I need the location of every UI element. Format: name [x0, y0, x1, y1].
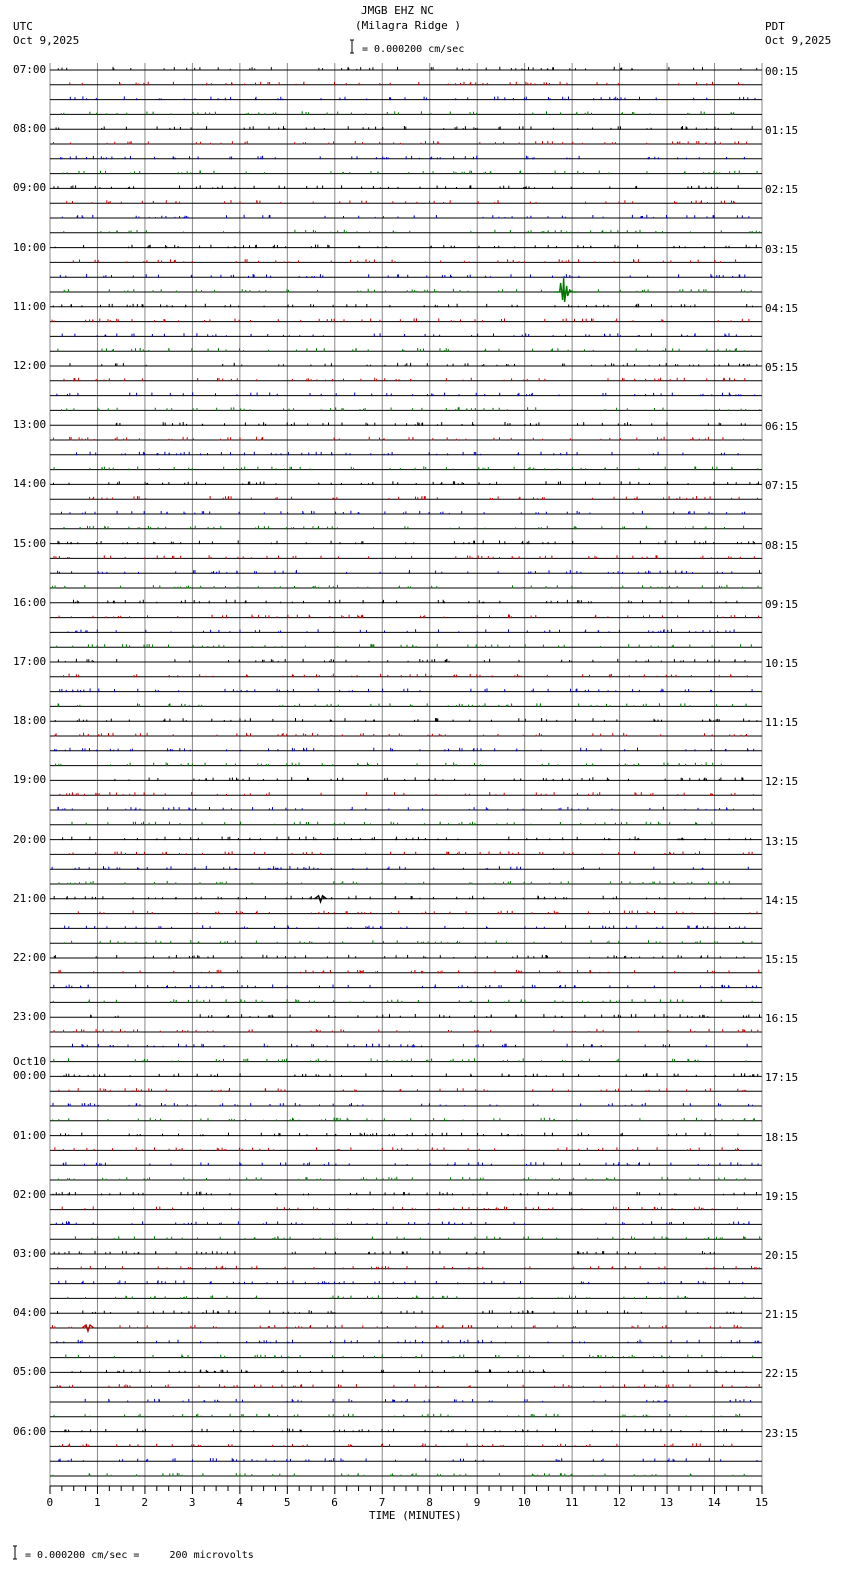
pdt-hour-label: 07:15 — [765, 479, 799, 493]
scale-label: = 0.000200 cm/sec — [362, 44, 465, 55]
scale-bar-footer — [13, 1546, 17, 1559]
utc-hour-label: 15:00 — [13, 536, 47, 550]
x-tick-label: 13 — [660, 1496, 674, 1509]
pdt-hour-label: 23:15 — [765, 1426, 799, 1440]
pdt-hour-label: 20:15 — [765, 1249, 799, 1262]
pdt-hour-label: 18:15 — [765, 1130, 799, 1144]
utc-hour-label: 06:00 — [13, 1424, 47, 1438]
x-tick-label: 5 — [283, 1496, 291, 1509]
trace-lines — [50, 67, 762, 1477]
x-tick-label: 15 — [755, 1496, 769, 1509]
pdt-hour-label: 11:15 — [765, 716, 799, 730]
x-tick-label: 11 — [565, 1496, 579, 1509]
utc-hour-label: 14:00 — [13, 477, 47, 491]
utc-hour-label: 17:00 — [13, 655, 47, 668]
utc-hour-label: 00:00 — [13, 1069, 47, 1083]
pdt-hour-label: 21:15 — [765, 1308, 799, 1322]
x-tick-label: 8 — [426, 1496, 433, 1509]
pdt-hour-label: 00:15 — [765, 65, 799, 78]
utc-hour-label: 05:00 — [13, 1365, 47, 1379]
x-axis-label: TIME (MINUTES) — [369, 1509, 462, 1522]
x-tick-label: 4 — [236, 1496, 243, 1509]
x-tick-label: 12 — [612, 1496, 626, 1509]
pdt-hour-label: 01:15 — [765, 124, 799, 138]
x-tick-label: 6 — [331, 1496, 338, 1509]
utc-hour-label: 04:00 — [13, 1306, 47, 1320]
x-tick-label: 9 — [473, 1496, 481, 1509]
scale-bars — [13, 40, 354, 1559]
utc-hour-label: 10:00 — [13, 240, 47, 254]
pdt-hour-label: 13:15 — [765, 834, 799, 848]
utc-hour-label: 03:00 — [13, 1247, 47, 1260]
utc-hour-label: 21:00 — [13, 891, 47, 905]
seismic-event — [555, 278, 577, 302]
x-axis — [50, 1486, 762, 1494]
utc-hour-label: 11:00 — [13, 299, 47, 313]
pdt-hour-label: 08:15 — [765, 538, 799, 552]
pdt-hour-label: 05:15 — [765, 361, 799, 374]
pdt-hour-label: 03:15 — [765, 242, 799, 256]
right-timezone: PDT — [765, 20, 785, 33]
utc-hour-label: 23:00 — [13, 1010, 47, 1024]
pdt-hour-label: 12:15 — [765, 775, 799, 789]
pdt-hour-label: 16:15 — [765, 1012, 799, 1026]
pdt-hour-label: 09:15 — [765, 597, 799, 611]
station-title: JMGB EHZ NC — [361, 4, 434, 17]
x-tick-label: 1 — [93, 1496, 101, 1509]
x-tick-label: 2 — [141, 1496, 149, 1509]
pdt-hour-label: 17:15 — [765, 1071, 799, 1085]
x-tick-label: 10 — [517, 1496, 531, 1509]
pdt-hour-label: 15:15 — [765, 953, 799, 966]
minute-grid — [50, 63, 762, 1486]
utc-hour-label: 07:00 — [13, 63, 47, 76]
utc-hour-label: 16:00 — [13, 595, 47, 609]
pdt-hour-label: 14:15 — [765, 893, 799, 907]
x-tick-label: 3 — [188, 1496, 196, 1509]
pdt-hour-label: 04:15 — [765, 301, 799, 315]
utc-hour-label: 01:00 — [13, 1128, 47, 1142]
scale-bar-header — [350, 40, 354, 53]
pdt-hour-label: 22:15 — [765, 1367, 799, 1381]
pdt-hour-label: 10:15 — [765, 657, 799, 670]
utc-hour-label: 22:00 — [13, 951, 47, 964]
utc-date-change-label: Oct10 — [13, 1055, 47, 1069]
utc-hour-label: 08:00 — [13, 122, 47, 136]
x-tick-label: 0 — [46, 1496, 54, 1509]
site-name: (Milagra Ridge ) — [355, 19, 461, 32]
pdt-hour-label: 02:15 — [765, 183, 799, 197]
pdt-hour-label: 19:15 — [765, 1189, 799, 1203]
utc-hour-label: 20:00 — [13, 832, 47, 846]
event-marks — [82, 278, 577, 1331]
x-tick-label: 14 — [707, 1496, 721, 1509]
utc-hour-label: 19:00 — [13, 773, 47, 787]
left-date: Oct 9,2025 — [13, 34, 80, 47]
footer-scale-note: = 0.000200 cm/sec = 200 microvolts — [25, 1550, 254, 1561]
utc-hour-label: 18:00 — [13, 714, 47, 728]
utc-hour-label: 12:00 — [13, 359, 47, 372]
right-date: Oct 9,2025 — [765, 34, 832, 47]
utc-hour-label: 09:00 — [13, 181, 47, 195]
utc-hour-label: 02:00 — [13, 1187, 47, 1201]
utc-hour-label: 13:00 — [13, 418, 47, 432]
left-timezone: UTC — [13, 20, 33, 33]
pdt-hour-label: 06:15 — [765, 420, 799, 434]
x-tick-label: 7 — [378, 1496, 386, 1509]
